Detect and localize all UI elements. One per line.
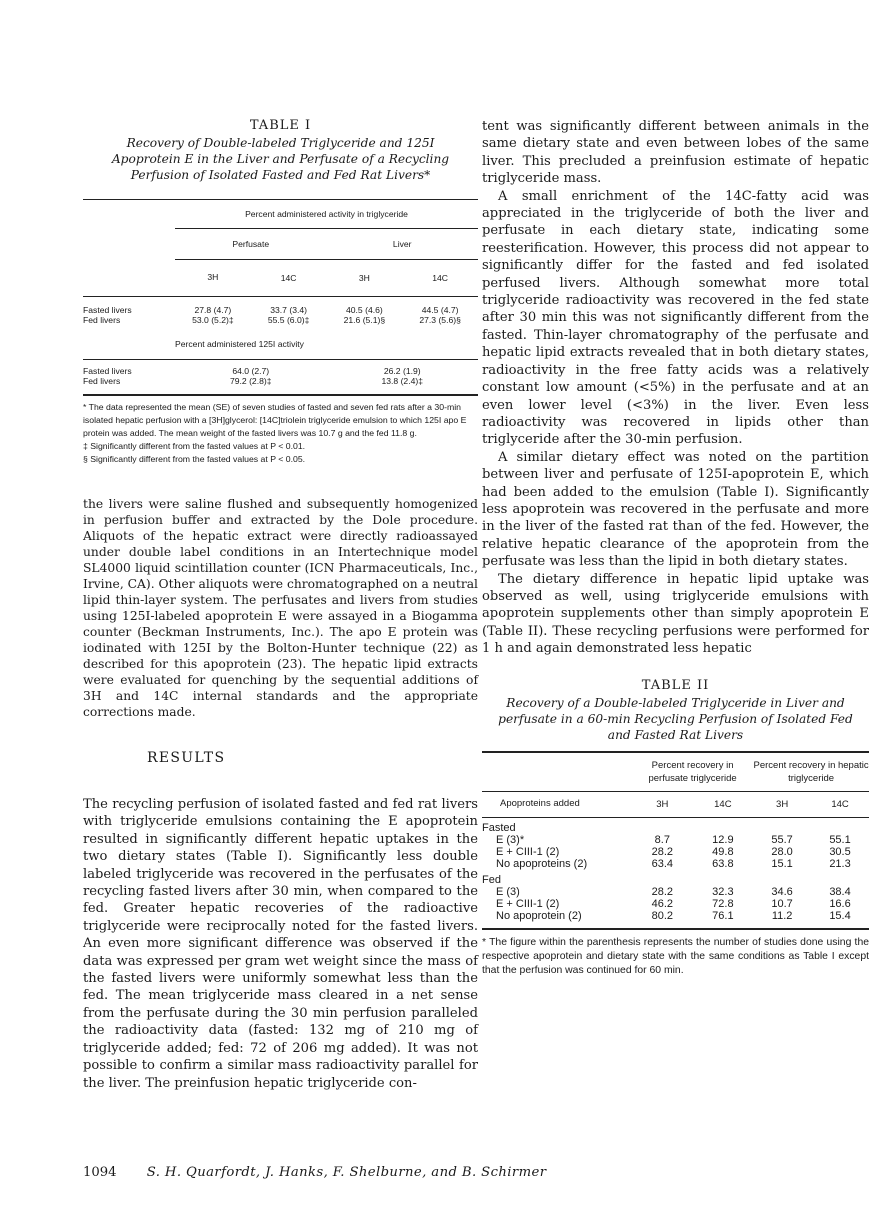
table2-title: TABLE II [641, 677, 710, 693]
table-row [83, 366, 478, 376]
table1-col-h: 3H [327, 260, 403, 297]
table-row [482, 834, 869, 846]
table2-footnote: * The figure within the parenthesis represents the number of studies done using the respective apoprotein and dietary state with the same conditions as Table I except that the perfusion was continued for 60 min. [482, 936, 869, 976]
page-footer [83, 1165, 843, 1180]
table2-group-fed: Fed [482, 873, 501, 886]
page-number: 1094 [83, 1165, 117, 1180]
table1-title: TABLE I [249, 118, 312, 133]
cell: 15.4 [829, 909, 851, 922]
cell: 16.6 [829, 897, 851, 910]
table-row [482, 910, 869, 922]
row-label: No apoproteins (2) [496, 857, 588, 870]
cell: 27.3 (5.6)§ [419, 315, 461, 325]
row-label: E (3)* [496, 833, 525, 846]
cell: 64.0 (2.7) [232, 366, 270, 376]
cell: 49.8 [712, 845, 734, 858]
table1-perfusate-header: Perfusate [175, 229, 327, 260]
table1-footnotes [83, 401, 478, 466]
cell: 21.3 [829, 857, 851, 870]
cell: 30.5 [829, 845, 851, 858]
cell: 21.6 (5.1)§ [343, 315, 386, 325]
methods-paragraph: the livers were saline flushed and subsequently homogenized in perfusion buffer and extracted by the Dole procedure. Aliquots of the hepatic extract were directly radioassayed under double label conditions in an Intertechnique model SL4000 liquid scintillation counter (ICN Pharmaceuticals, Inc., Irvine, CA). Other aliquots were chromatographed on a neutral lipid thin-layer system. The perfusates and livers from studies using 125I-labeled apoprotein E were assayed in a Biogamma counter (Beckman Instruments, Inc.). The apo E protein was iodinated with 125I by the Bolton-Hunter technique (22) as described for this apoprotein (23). The hepatic lipid extracts were evaluated for quenching by the sequential additions of 3H and 14C internal standards and the appropriate corrections made. [83, 497, 478, 719]
cell: 28.0 [771, 845, 793, 858]
cell: 55.1 [829, 833, 851, 846]
results-heading: RESULTS [147, 750, 226, 766]
table-row [482, 846, 869, 858]
body-paragraph: A small enrichment of the 14C-fatty acid was appreciated in the triglyceride of both the liver and perfusate in each dietary state, indicating some reesterification. However, this process did not appear to significantly differ for the fasted and fed isolated perfused livers. Although somewhat more total triglyceride radioactivity was recovered in the fed state after 30 min this was not significantly different from the fasted. Thin-layer chromatography of the perfusate and hepatic lipid extracts revealed that in both dietary states, radioactivity in the free fatty acids was a relatively constant low amount (<5%) in the perfusate and at an even lower level (<3%) in the liver. Even less radioactivity was recovered in lipids other than triglyceride after the 30-min perfusion. [482, 188, 869, 448]
table2-group-fasted: Fasted [482, 821, 516, 834]
table1 [83, 191, 478, 396]
table1-liver-header: Liver [327, 229, 479, 260]
table1-iodine-header: Percent administered 125I activity [175, 339, 304, 349]
cell: 53.0 (5.2)‡ [192, 315, 234, 325]
cell: 79.2 (2.8)‡ [229, 376, 272, 386]
results-paragraph: The recycling perfusion of isolated fasted and fed rat livers with triglyceride emulsions containing the E apoprotein resulted in significantly different hepatic uptakes in the two dietary states (Table I). Significantly less double labeled triglyceride was recovered in the perfusates of the recycling fasted livers after 30 min, when compared to the fed. Greater hepatic recoveries of the radioactive triglyceride were reciprocally noted for the fasted livers. An even more significant difference was observed if the data was expressed per gram wet weight since the mass of the fasted livers were uniformly somewhat less than the fed. The mean triglyceride mass cleared in a net sense from the perfusate during the 30 min perfusion paralleled the radioactivity data (fasted: 132 mg of 210 mg of triglyceride added; fed: 72 of 206 mg added). It was not possible to confirm a similar mass radioactivity parallel for the liver. The preinfusion hepatic triglyceride con- [83, 797, 478, 1091]
cell: 34.6 [771, 885, 793, 898]
cell: 63.8 [712, 857, 734, 870]
cell: 55.5 (6.0)‡ [267, 315, 310, 325]
table2-col-h: 3H [753, 791, 811, 817]
cell: 26.2 (1.9) [383, 366, 421, 376]
table-row [83, 305, 478, 315]
row-label: E + CIII-1 (2) [496, 845, 560, 858]
row-label: E + CIII-1 (2) [496, 897, 560, 910]
cell: 32.3 [712, 885, 734, 898]
table2-apo-header: Apoproteins added [482, 791, 632, 817]
table2-caption: Recovery of a Double-labeled Triglyceride in Liver and perfusate in a 60-min Recycling Perfusion of Isolated Fed and Fasted Rat Livers [498, 695, 853, 742]
table2 [482, 751, 869, 930]
left-column [83, 118, 478, 1092]
table2-hepatic-header: Percent recovery in hepatic triglyceride [753, 759, 869, 784]
cell: 72.8 [712, 897, 734, 910]
footnote: * The data represented the mean (SE) of seven studies of fasted and seven fed rats after a 30-min isolated hepatic perfusion with a [3H]glycerol: [14C]triolein triglyceride emulsion to which 125I apo E protein was added. The mean weight of the fasted livers was 10.7 g and the fed 11.8 g. [83, 402, 467, 438]
cell: 63.4 [651, 857, 673, 870]
cell: 55.7 [771, 833, 793, 846]
cell: 12.9 [712, 833, 734, 846]
table1-col-c: 14C [251, 260, 327, 297]
body-paragraph: tent was significantly different between animals in the same dietary state and even between lobes of the same liver. This precluded a preinfusion estimate of hepatic triglyceride mass. [482, 119, 869, 187]
row-label: E (3) [496, 885, 520, 898]
cell: 44.5 (4.7) [421, 305, 459, 315]
row-label: No apoprotein (2) [496, 909, 582, 922]
table-row [482, 898, 869, 910]
body-paragraph: The dietary difference in hepatic lipid uptake was observed as well, using triglyceride emulsions with apoprotein supplements other than simply apoprotein E (Table II). These recycling perfusions were performed for 1 h and again demonstrated less hepatic [482, 571, 869, 657]
cell: 38.4 [829, 885, 851, 898]
cell: 8.7 [654, 833, 670, 846]
row-label: Fed livers [83, 376, 121, 386]
table2-col-c: 14C [693, 791, 754, 817]
table-row [83, 315, 478, 325]
cell: 33.7 (3.4) [270, 305, 308, 315]
cell: 80.2 [651, 909, 673, 922]
cell: 46.2 [651, 897, 673, 910]
cell: 15.1 [771, 857, 793, 870]
table1-group-header: Percent administered activity in triglyceride [245, 209, 408, 219]
footer-authors: S. H. Quarfordt, J. Hanks, F. Shelburne, and B. Schirmer [146, 1165, 547, 1180]
cell: 10.7 [771, 897, 793, 910]
cell: 13.8 (2.4)‡ [381, 376, 424, 386]
footnote: ‡ Significantly different from the fasted values at P < 0.01. [83, 441, 306, 451]
table2-col-h: 3H [632, 791, 693, 817]
table2-col-c: 14C [811, 791, 869, 817]
table-row [83, 376, 478, 386]
footnote: § Significantly different from the fasted values at P < 0.05. [83, 454, 306, 464]
cell: 27.8 (4.7) [194, 305, 232, 315]
cell: 11.2 [771, 909, 793, 922]
table1-col-c: 14C [402, 260, 478, 297]
table-row [482, 886, 869, 898]
right-column [482, 118, 869, 978]
row-label: Fed livers [83, 315, 121, 325]
table2-perfusate-header: Percent recovery in perfusate triglyceride [648, 759, 737, 784]
row-label: Fasted livers [83, 305, 132, 315]
table1-caption: Recovery of Double-labeled Triglyceride and 125I Apoprotein E in the Liver and Perfusate of a Recycling Perfusion of Isolated Fasted and Fed Rat Livers* [111, 136, 450, 182]
cell: 28.2 [651, 845, 673, 858]
table1-col-h: 3H [175, 260, 251, 297]
body-paragraph: A similar dietary effect was noted on the partition between liver and perfusate of 125I-apoprotein E, which had been added to the emulsion (Table I). Significantly less apoprotein was recovered in the perfusate and more in the liver of the fasted rat than of the fed. However, the relative hepatic clearance of the apoprotein from the perfusate was less than the lipid in both dietary states. [482, 449, 869, 570]
cell: 40.5 (4.6) [345, 305, 383, 315]
table-row [482, 858, 869, 870]
cell: 28.2 [651, 885, 673, 898]
cell: 76.1 [712, 909, 734, 922]
row-label: Fasted livers [83, 366, 132, 376]
